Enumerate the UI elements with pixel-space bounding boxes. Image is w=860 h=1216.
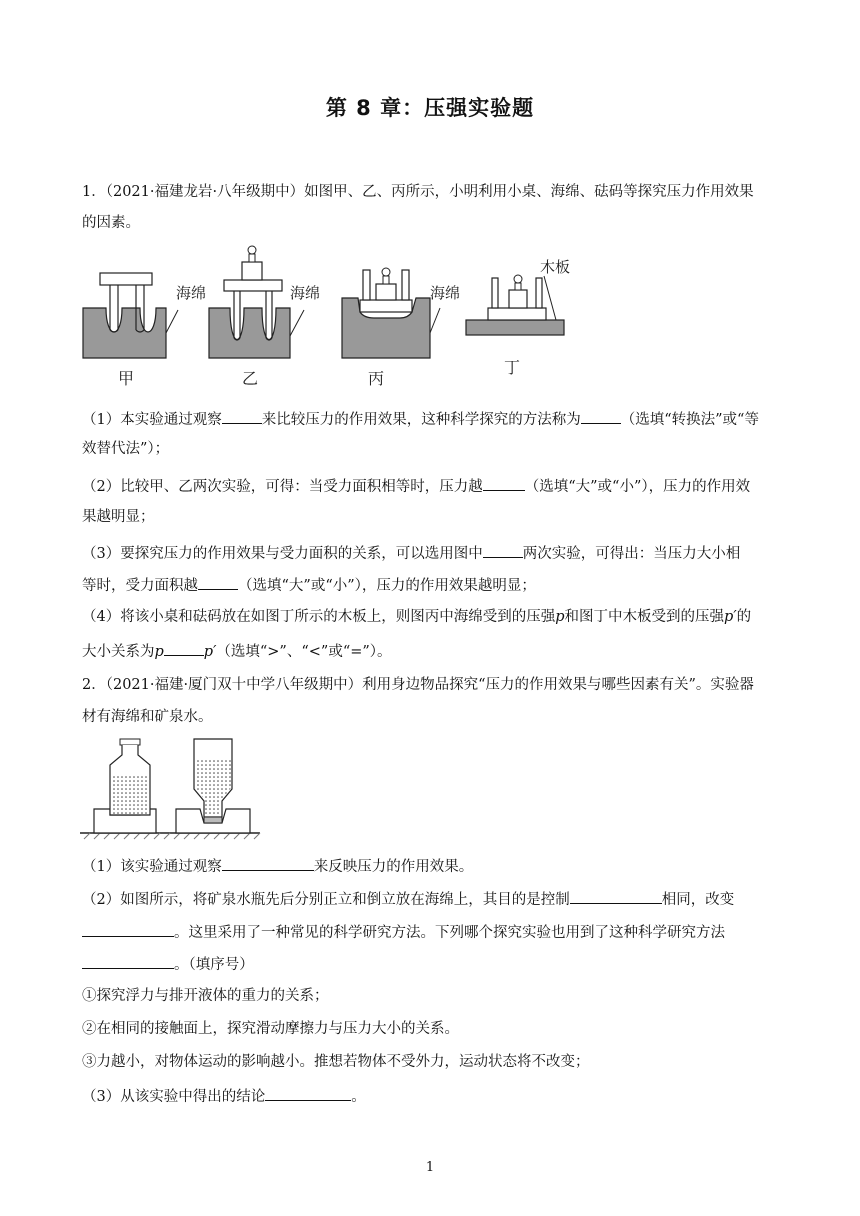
caption-jia: 甲	[118, 369, 135, 388]
q2-figure	[80, 735, 270, 845]
q1-part4-symbol-p-prime2: p′	[203, 644, 217, 660]
q2-part2-text-c: 。这里采用了一种常见的科学研究方法。下列哪个探究实验也用到了这种科学研究方法	[174, 925, 725, 941]
q2-part2-line2	[82, 921, 782, 943]
page-title: 第 8 章：压强实验题	[325, 96, 535, 120]
q1-part3-text-a: （3）要探究压力的作用效果与受力面积的关系，可以选用图中	[82, 546, 483, 562]
q1-part4-text-b: 和图丁中木板受到的压强	[564, 609, 725, 625]
q1-part1-line2: 效替代法”）；	[82, 441, 170, 457]
q1-part3-text-b: 两次实验，可得出：当压力大小相	[522, 546, 741, 562]
q2-part3-line	[82, 1085, 782, 1107]
figure-ding	[466, 275, 564, 335]
q1-part2-blank[interactable]	[483, 475, 525, 491]
q1-part4-text-a: （4）将该小桌和砝码放在如图丁所示的木板上，则图丙中海绵受到的压强	[82, 609, 556, 625]
q2-part2-text-d: 。（填序号）	[174, 957, 254, 973]
q2-option-2: ②在相同的接触面上，探究滑动摩擦力与压力大小的关系。	[82, 1021, 459, 1037]
q2-part2-blank3[interactable]	[82, 953, 174, 969]
q1-part2-text-b: （选填“大”或“小”），压力的作用效	[524, 479, 751, 495]
caption-yi: 乙	[242, 369, 259, 388]
q2-option-1: ①探究浮力与排开液体的重力的关系；	[82, 988, 329, 1004]
q1-part2-line2: 果越明显；	[82, 509, 155, 525]
q1-part3-blank2[interactable]	[198, 574, 238, 590]
q1-part4-line2	[82, 640, 782, 662]
sponge-label-yi: 海绵	[290, 284, 321, 302]
figure-bing	[342, 268, 440, 358]
q1-part3-text-c: 等时，受力面积越	[82, 578, 198, 594]
caption-bing: 丙	[368, 369, 385, 388]
sponge-label-jia: 海绵	[176, 284, 207, 302]
q1-part4-symbol-p: p	[555, 609, 565, 625]
q1-part4-text-e: （选填“>”、“<”或“=”）。	[216, 644, 392, 660]
sponge-label-bing: 海绵	[430, 284, 461, 302]
q2-part2-blank1[interactable]	[570, 888, 662, 904]
q1-part1-text-c: （选填“转换法”或“等	[620, 412, 759, 428]
q1-part4-text-c: 的	[736, 609, 752, 625]
q2-part3-text-b: 。	[351, 1089, 366, 1105]
upright-bottle	[110, 739, 150, 815]
q1-part2-line1	[82, 475, 782, 497]
q2-part3-blank[interactable]	[265, 1085, 351, 1101]
q1-part3-line2	[82, 574, 782, 596]
q1-part3-blank1[interactable]	[483, 542, 523, 558]
q2-part2-text-b: 相同，改变	[661, 892, 735, 908]
q2-part2-text-a: （2）如图所示，将矿泉水瓶先后分别正立和倒立放在海绵上，其目的是控制	[82, 892, 570, 908]
q2-part2-line3	[82, 953, 782, 975]
q1-part4-blank[interactable]	[164, 640, 204, 656]
q2-part1-blank[interactable]	[222, 855, 314, 871]
q1-part4-line1	[82, 607, 782, 627]
q1-stem-line2: 的因素。	[82, 215, 140, 231]
q2-stem-line2: 材有海绵和矿泉水。	[82, 709, 213, 725]
q1-figure	[78, 238, 578, 388]
figure-jia	[83, 273, 178, 358]
q1-part1-blank1[interactable]	[222, 408, 262, 424]
q2-part1-text-a: （1）该实验通过观察	[82, 859, 222, 875]
q2-part1-line	[82, 855, 782, 877]
caption-ding: 丁	[504, 358, 521, 377]
q1-part1-line1	[82, 408, 782, 430]
q1-part1-blank2[interactable]	[581, 408, 621, 424]
q1-stem-line1: 1．（2021·福建龙岩·八年级期中）如图甲、乙、丙所示，小明利用小桌、海绵、砝码等探究压力作用效果	[82, 184, 754, 200]
q2-option-3: ③力越小，对物体运动的影响越小。推想若物体不受外力，运动状态将不改变；	[82, 1054, 590, 1070]
q1-part1-text-b: 来比较压力的作用效果，这种科学探究的方法称为	[261, 412, 581, 428]
q1-part1-text-a: （1）本实验通过观察	[82, 412, 222, 428]
page-number: 1	[425, 1160, 435, 1175]
board-label: 木板	[540, 258, 571, 276]
q2-part2-line1	[82, 888, 782, 910]
q1-part4-symbol-p2: p	[154, 644, 164, 660]
q1-part2-text-a: （2）比较甲、乙两次实验，可得：当受力面积相等时，压力越	[82, 479, 483, 495]
q1-part3-line1	[82, 542, 782, 564]
q2-stem-line1: 2．（2021·福建·厦门双十中学八年级期中）利用身边物品探究“压力的作用效果与哪些因素有关”。实验器	[82, 677, 754, 693]
q1-part4-text-d: 大小关系为	[82, 644, 155, 660]
q2-part2-blank2[interactable]	[82, 921, 174, 937]
figure-yi	[209, 246, 304, 358]
q2-part1-text-b: 来反映压力的作用效果。	[313, 859, 474, 875]
q1-part4-symbol-p-prime: p′	[724, 609, 737, 625]
q2-part3-text-a: （3）从该实验中得出的结论	[82, 1089, 266, 1105]
q1-part3-text-d: （选填“大”或“小”），压力的作用效果越明显；	[238, 578, 536, 594]
